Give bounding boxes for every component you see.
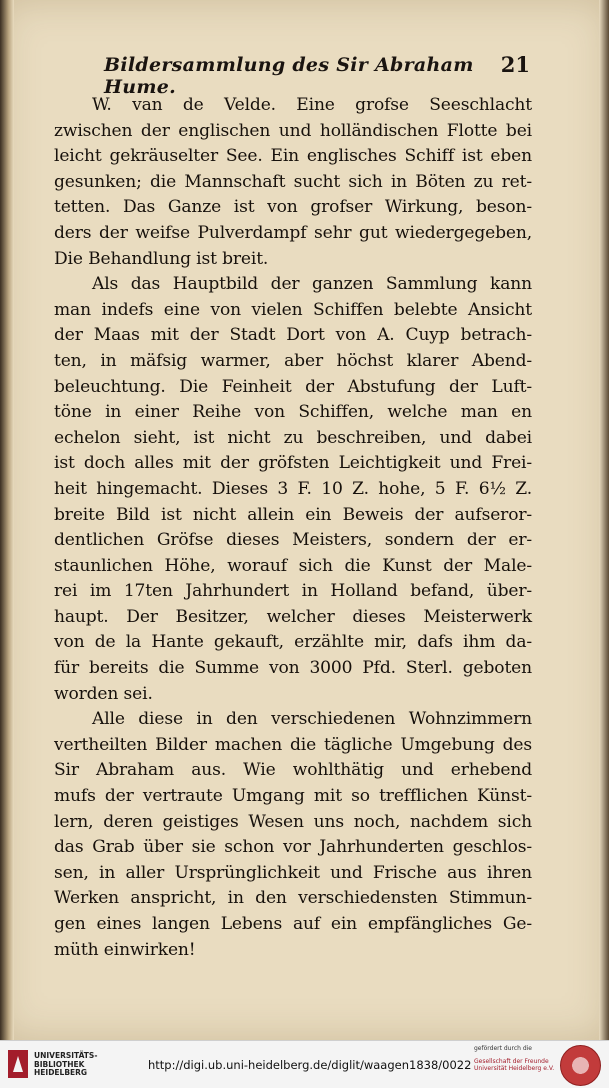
text-line: für bereits die Summe von 3000 Pfd. Sterl. geboten (54, 658, 532, 679)
text-line: lern, deren geistiges Wesen uns noch, nachdem sich (54, 811, 532, 832)
text-line: Alle diese in den verschiedenen Wohnzimmern (92, 709, 532, 730)
text-line: gen eines langen Lebens auf ein empfängliches Ge- (54, 914, 532, 934)
text-line: dentlichen Gröfse dieses Meisters, sondern der er- (54, 530, 532, 551)
university-seal-icon (560, 1045, 601, 1086)
text-line: echelon sieht, ist nicht zu beschreiben, und dabei (54, 427, 532, 448)
text-line: Sir Abraham aus. Wie wohlthätig und erhebend (54, 760, 532, 781)
text-line: Als das Hauptbild der ganzen Sammlung kann (92, 274, 532, 295)
sponsor-society[interactable] (474, 1058, 554, 1072)
permalink-url[interactable]: http://digi.ub.uni-heidelberg.de/diglit/waagen1838/0022 (148, 1058, 472, 1072)
text-line: breite Bild ist nicht allein ein Beweis der aufseror- (54, 504, 532, 525)
library-name (34, 1052, 97, 1078)
page-header (52, 52, 530, 98)
text-line: töne in einer Reihe von Schiffen, welche man en (54, 402, 532, 423)
text-line: worden sei. (54, 683, 153, 704)
text-line: von de la Hante gekauft, erzählte mir, dafs ihm da- (54, 632, 532, 653)
university-library-logo-icon[interactable] (8, 1050, 28, 1078)
body-text (54, 93, 532, 963)
text-line: das Grab über sie schon vor Jahrhunderten geschlos- (54, 837, 532, 858)
text-line: sen, in aller Ursprünglichkeit und Frische aus ihren (54, 862, 532, 883)
page-gutter-shadow (0, 0, 14, 1040)
sponsor-line: Gesellschaft der Freunde (474, 1058, 549, 1065)
text-line: der Maas mit der Stadt Dort von A. Cuyp betrach- (54, 325, 532, 346)
text-line: beleuchtung. Die Feinheit der Abstufung der Luft- (54, 376, 532, 397)
text-line: müth einwirken! (54, 939, 196, 960)
text-line: heit hingemacht. Dieses 3 F. 10 Z. hohe, 5 F. 6½ Z. (54, 478, 532, 499)
library-name-line: UNIVERSITÄTS- (34, 1051, 98, 1060)
text-line: ders der weifse Pulverdampf sehr gut wiedergegeben, (54, 222, 532, 243)
text-line: Die Behandlung ist breit. (54, 248, 269, 269)
sponsor-line: Universität Heidelberg e.V. (474, 1065, 555, 1072)
footer-bar (0, 1040, 609, 1088)
page-number: 21 (500, 52, 530, 77)
page-edge-shadow (599, 0, 609, 1040)
running-title: Bildersammlung des Sir Abraham Hume. (104, 54, 474, 98)
text-line: leicht gekräuselter See. Ein englisches Schiff ist eben (54, 146, 532, 167)
text-line: staunlichen Höhe, worauf sich die Kunst der Male- (54, 555, 532, 576)
text-line: ist doch alles mit der gröfsten Leichtigkeit und Frei- (54, 453, 532, 474)
library-name-line: BIBLIOTHEK (34, 1059, 85, 1069)
text-line: tetten. Das Ganze ist von grofser Wirkung, beson- (54, 197, 532, 218)
text-line: rei im 17ten Jahrhundert in Holland befand, über- (54, 581, 532, 602)
text-line: gesunken; die Mannschaft sucht sich in Böten zu ret- (54, 171, 532, 192)
funded-by-label: gefördert durch die (474, 1045, 532, 1052)
text-line: mufs der vertraute Umgang mit so trefflichen Künst- (54, 786, 532, 807)
library-name-line: HEIDELBERG (34, 1068, 88, 1077)
text-line: zwischen der englischen und holländischen Flotte bei (54, 120, 532, 141)
text-line: vertheilten Bilder machen die tägliche Umgebung des (54, 734, 532, 755)
text-line: Werken anspricht, in den verschiedensten Stimmun- (54, 888, 532, 909)
text-line: man indefs eine von vielen Schiffen belebte Ansicht (54, 299, 532, 320)
text-line: W. van de Velde. Eine grofse Seeschlacht (92, 95, 532, 115)
text-line: haupt. Der Besitzer, welcher dieses Meisterwerk (54, 606, 532, 627)
text-line: ten, in mäfsig warmer, aber höchst klarer Abend- (54, 350, 532, 371)
